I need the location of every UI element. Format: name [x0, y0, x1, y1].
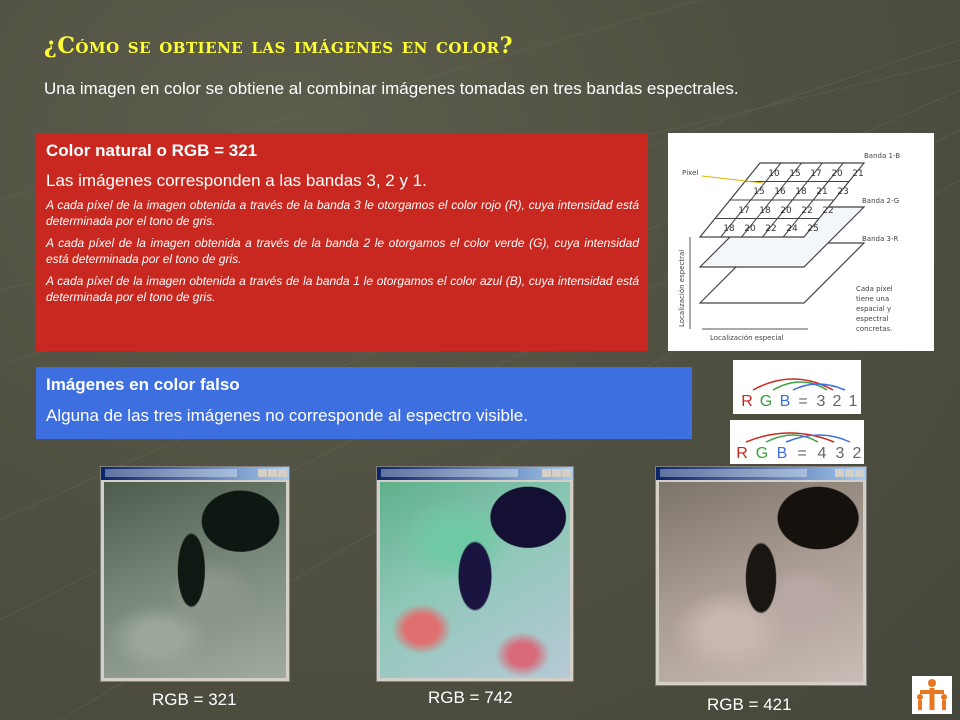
grid-cell: 23 — [837, 187, 849, 197]
band1-label: Banda 1-B — [864, 152, 901, 160]
pixel-label: Píxel — [682, 169, 699, 177]
equals-sign: = — [797, 445, 807, 462]
satellite-image-natural — [104, 482, 286, 678]
grid-cell: 16 — [774, 187, 786, 197]
grid-cell: 21 — [852, 169, 864, 179]
window-titlebar[interactable] — [656, 467, 866, 480]
grid-cell: 20 — [831, 169, 843, 179]
rgb-321-card — [733, 360, 861, 414]
note-line: espacial y — [856, 305, 892, 313]
digit: 2 — [832, 393, 842, 410]
grid-cell: 20 — [780, 206, 792, 216]
page-title: ¿Cómo se obtiene las imágenes en color? — [44, 33, 513, 59]
window-controls[interactable] — [542, 469, 571, 477]
caption-rgb742: RGB = 742 — [428, 688, 513, 707]
note-line: espectral — [856, 315, 889, 323]
band3-label: Banda 3-R — [862, 235, 899, 243]
vertical-axis-label: Localización espectral — [678, 249, 686, 327]
digit: 1 — [848, 393, 858, 410]
intro-text: Una imagen en color se obtiene al combinar imágenes tomadas en tres bandas espectrales. — [44, 79, 739, 98]
grid-cell: 17 — [810, 169, 822, 179]
band2-paragraph: A cada píxel de la imagen obtenida a través de la banda 2 le otorgamos el color verde (G), cuya intensidad está determinada por el tono de gris. — [46, 236, 639, 266]
grid-cell: 17 — [738, 206, 750, 216]
note-line: tiene una — [856, 295, 890, 303]
false-color-text: Alguna de las tres imágenes no corresponde al espectro visible. — [46, 406, 528, 425]
r-letter: R — [741, 393, 753, 410]
natural-color-panel — [36, 133, 648, 351]
digit: 4 — [817, 445, 827, 462]
band-layers-diagram — [668, 133, 934, 351]
band2-label: Banda 2-G — [862, 197, 900, 205]
satellite-window-rgb421[interactable] — [655, 466, 867, 686]
g-letter: G — [759, 393, 773, 410]
band3-paragraph: A cada píxel de la imagen obtenida a través de la banda 3 le otorgamos el color rojo (R), cuya intensidad está determinada por el tono de gris. — [46, 198, 639, 228]
natural-color-heading: Color natural o RGB = 321 — [46, 141, 258, 160]
satellite-image-infrared — [659, 482, 863, 682]
window-controls[interactable] — [258, 469, 287, 477]
false-color-panel — [36, 367, 692, 439]
digit: 3 — [816, 393, 826, 410]
natural-color-subheading: Las imágenes corresponden a las bandas 3, 2 y 1. — [46, 171, 427, 190]
grid-cell: 22 — [765, 224, 777, 234]
grid-cell: 15 — [753, 187, 765, 197]
digit: 3 — [835, 445, 845, 462]
band1-paragraph: A cada píxel de la imagen obtenida a través de la banda 1 le otorgamos el color azul (B), cuya intensidad está determinada por el tono de gris. — [46, 274, 639, 304]
grid-cell: 15 — [789, 169, 801, 179]
grid-cell: 18 — [723, 224, 735, 234]
caption-rgb421: RGB = 421 — [707, 695, 792, 714]
note-line: Cada píxel — [856, 285, 893, 293]
grid-cell: 21 — [816, 187, 828, 197]
digit: 2 — [852, 445, 862, 462]
grid-cell: 22 — [822, 206, 834, 216]
false-color-heading: Imágenes en color falso — [46, 375, 240, 394]
grid-cell: 25 — [807, 224, 819, 234]
equals-sign: = — [798, 393, 808, 410]
window-controls[interactable] — [835, 469, 864, 477]
grid-cell: 22 — [801, 206, 813, 216]
b-letter: B — [779, 393, 791, 410]
window-titlebar[interactable] — [101, 467, 289, 480]
institution-logo — [912, 676, 952, 714]
satellite-window-rgb321[interactable] — [100, 466, 290, 682]
grid-cell: 18 — [795, 187, 807, 197]
grid-cell: 20 — [744, 224, 756, 234]
r-letter: R — [736, 445, 748, 462]
grid-cell: 10 — [768, 169, 780, 179]
g-letter: G — [755, 445, 769, 462]
horizontal-axis-label: Localización especial — [710, 334, 784, 342]
caption-rgb321: RGB = 321 — [152, 690, 237, 709]
rgb-432-card — [730, 420, 864, 464]
b-letter: B — [776, 445, 788, 462]
grid-cell: 18 — [759, 206, 771, 216]
satellite-image-false-color — [380, 482, 570, 678]
grid-cell: 24 — [786, 224, 798, 234]
window-titlebar[interactable] — [377, 467, 573, 480]
satellite-window-rgb742[interactable] — [376, 466, 574, 682]
note-line: concretas. — [856, 325, 893, 333]
